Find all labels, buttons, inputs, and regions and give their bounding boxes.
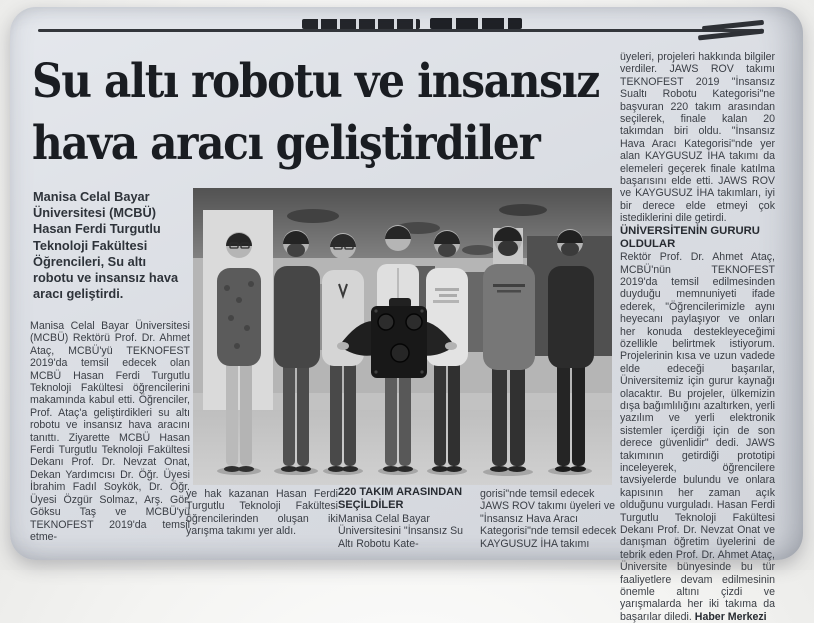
- headline: [32, 51, 608, 175]
- photo-illustration: [193, 188, 612, 485]
- subhead-university-pride: ÜNİVERSİTENİN GURURU OLDULAR: [620, 224, 760, 250]
- right-column-para-1: üyeleri, projeleri hakkında bilgiler verdiler. JAWS ROV takımı TEKNOFEST 2019 "İnsansız Sualtı Robotu Kategorisi"ne başvuran 220 takım arasından seçilerek, finale kalan 20 takımdan biri oldu. "İnsansız Hava Aracı Kategorisi"nde yer alan KAYGUSUZ İHA takımı da elemeleri geçerek finale katılma başarısını elde etti. JAWS ROV ve KAYGUSUZ İHA takımları, iyi bir derece elde etmeyi çok istediklerini dile getirdi.: [620, 51, 775, 225]
- signoff: Haber Merkezi: [694, 610, 767, 623]
- headline-line-2: hava aracı geliştirdiler: [32, 116, 540, 171]
- right-column-para-2: [620, 251, 775, 623]
- masthead-rule: [38, 29, 764, 32]
- body-column-4: gorisi"nde temsil edecek JAWS ROV takımı üyeleri ve "İnsansız Hava Aracı Kategorisi"nde temsil edecek KAYGUSUZ İHA takımı: [480, 488, 617, 550]
- newspaper-clipping: [10, 7, 803, 623]
- body-column-3: [338, 486, 476, 550]
- subhead-220-teams: 220 TAKIM ARASINDAN SEÇİLDİLER: [338, 486, 463, 511]
- body-column-3-text: Manisa Celal Bayar Üniversitesini "İnsansız Su Altı Robotu Kate-: [338, 513, 464, 550]
- masthead-fragment-left: [302, 19, 420, 29]
- body-column-2: ye hak kazanan Hasan Ferdi Turgutlu Teknoloji Fakültesi öğrencilerinden oluşan iki yarışma takımı yer aldı.: [186, 488, 338, 538]
- headline-line-1: Su altı robotu ve insansız: [32, 54, 599, 109]
- right-column-para-2-text: Rektör Prof. Dr. Ahmet Ataç, MCBÜ'nün TEKNOFEST 2019'da temsil edilmesinden duyduğu memnuniyeti ifade ederek, "Öğrencilerimizle aynı heyecanı paylaşıyor ve onları her konuda destekleyeceğimi özellikle belirtmek istiyorum. Projelerinin kısa ve uzun vadede elde edeceği başarılar, Üniversitemiz için gurur kaynağı olacaktır. Bu projeler, ülkemizin dışa bağımlılığını azaltırken, yerli yazılım ve yerli elektronik sistemler içerdiği için de son derece güvenlidir" dedi. JAWS takımının getirdiği prototipi inceleyerek, öğrencilere tavsiyelerde bulundu ve onlara kapısının her zaman açık olduğunu vurguladı. Hasan Ferdi Turgutlu Teknoloji Fakültesi Dekanı Prof. Dr. Nevzat Onat ve danışman öğretim üyelerini de tebrik eden Prof. Dr. Ahmet Ataç, Üniversite bünyesinde bu tür faaliyetlere devam edilmesinin önemle altını çizdi ve yarışmalarda her iki takıma da başarılar diledi.: [620, 251, 775, 623]
- body-column-5: [620, 51, 775, 623]
- masthead-fragment-right: [430, 18, 522, 29]
- article-photo: [193, 188, 612, 485]
- body-column-1: Manisa Celal Bayar Üniversitesi (MCBÜ) Rektörü Prof. Dr. Ahmet Ataç, MCBÜ'yü TEKNOFEST 2019'da temsil edecek olan MCBÜ Hasan Ferdi Turgutlu Teknoloji Fakültesi öğrencilerini makamında kabul etti. Öğrenciler, Prof. Ataç'a geliştirdikleri su altı robotu ve insansız hava aracını tanıttı. Ziyarette MCBÜ Hasan Ferdi Turgutlu Teknoloji Fakültesi Dekanı Prof. Dr. Nevzat Onat, Dekan Yardımcısı Dr. Öğr. Üyesi İbrahim Fadıl Soykök, Dr. Öğr. Üyesi Özgür Solmaz, Arş. Gör. Göksu Taş ve MCBÜ'yü TEKNOFEST 2019'da temsil etme-: [30, 320, 190, 543]
- lede-paragraph: Manisa Celal Bayar Üniversitesi (MCBÜ) Hasan Ferdi Turgutlu Teknoloji Fakültesi Öğrencileri, Su altı robotu ve insansız hava aracı geliştirdi.: [33, 189, 179, 302]
